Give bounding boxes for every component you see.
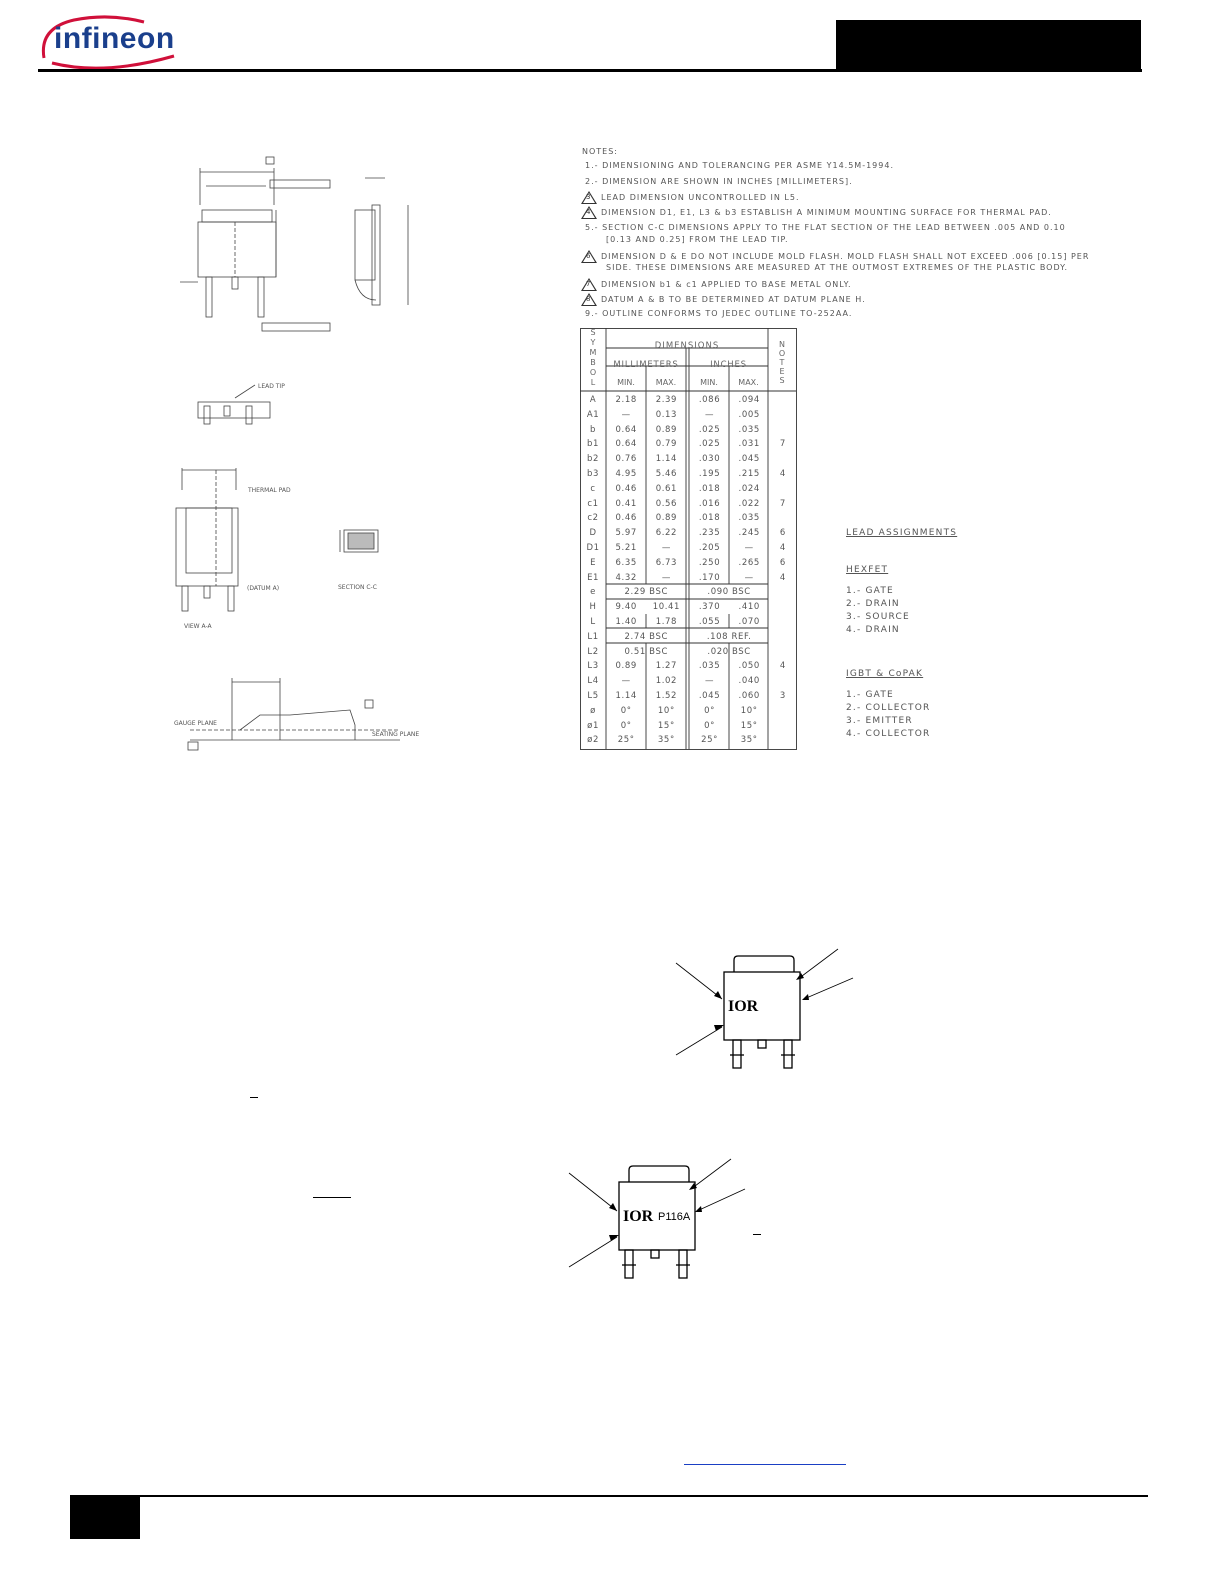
- note-item: 9.- OUTLINE CONFORMS TO JEDEC OUTLINE TO-252AA.: [585, 309, 853, 318]
- notes-column-header: N O T E S: [778, 340, 786, 385]
- note-item: SIDE. THESE DIMENSIONS ARE MEASURED AT THE OUTMOST EXTREMES OF THE PLASTIC BODY.: [606, 263, 1068, 272]
- table-cell: c1: [587, 498, 599, 509]
- table-cell: .235: [698, 528, 721, 539]
- igbt-list: [846, 689, 931, 741]
- table-cell: .018: [698, 483, 721, 494]
- underline-mark: [313, 1197, 351, 1198]
- table-cell: D1: [586, 542, 600, 553]
- table-cell: b3: [587, 468, 600, 479]
- table-cell: .205: [698, 542, 721, 553]
- table-cell: .410: [738, 602, 760, 613]
- table-cell: 4: [779, 468, 786, 479]
- logo-text: infineon: [54, 22, 175, 55]
- table-cell: 4.32: [615, 572, 637, 583]
- table-cell: 0.89: [655, 513, 678, 524]
- table-cell: 0.64: [615, 424, 637, 435]
- list-item: 3.- EMITTER: [846, 716, 913, 726]
- table-cell: [769, 408, 797, 423]
- table-cell: 2.74 BSC: [624, 631, 668, 642]
- table-row: [580, 482, 797, 497]
- table-cell: 0.46: [615, 483, 637, 494]
- table-cell: [769, 600, 797, 615]
- table-cell: .086: [698, 395, 721, 405]
- note-item: 2.- DIMENSION ARE SHOWN IN INCHES [MILLIMETERS].: [585, 177, 853, 186]
- table-cell: .016: [698, 498, 721, 509]
- table-cell: .060: [738, 690, 760, 701]
- table-cell: 10°: [657, 705, 675, 716]
- table-cell: L5: [587, 690, 599, 701]
- dash-mark: [250, 1097, 258, 1098]
- package-outline-drawing: [140, 150, 430, 765]
- table-cell: 0.56: [655, 498, 678, 509]
- table-cell: —: [704, 409, 715, 420]
- table-cell: .055: [698, 616, 721, 627]
- table-cell: 9.40: [615, 602, 637, 613]
- table-cell: 0.51 BSC: [624, 646, 668, 657]
- table-cell: —: [661, 572, 671, 583]
- table-cell: 1.52: [655, 690, 678, 701]
- list-item: 1.- GATE: [846, 690, 894, 700]
- table-cell: 1.40: [615, 616, 637, 627]
- table-cell: [769, 674, 797, 689]
- table-cell: .018: [698, 513, 721, 524]
- table-cell: 2.39: [655, 395, 678, 405]
- note-item: 8 DATUM A & B TO BE DETERMINED AT DATUM PLANE H.: [581, 293, 866, 306]
- hexfet-title: HEXFET: [846, 565, 889, 575]
- table-row: [580, 511, 797, 526]
- table-row: [580, 393, 797, 408]
- table-cell: 0.13: [655, 409, 678, 420]
- table-cell: E: [590, 557, 597, 568]
- table-cell: L: [590, 616, 596, 627]
- view-aa-label: VIEW A-A: [184, 623, 212, 630]
- table-cell: 5.46: [655, 468, 678, 479]
- table-cell: 15°: [740, 720, 758, 731]
- notes-heading: NOTES:: [582, 147, 618, 156]
- table-cell: 4: [779, 572, 786, 583]
- table-cell: .031: [738, 439, 760, 450]
- table-cell: 0.46: [615, 513, 637, 524]
- table-cell: 6.35: [615, 557, 637, 568]
- table-cell: 0°: [704, 720, 715, 731]
- table-cell: .022: [738, 498, 760, 509]
- dimensions-table: [580, 393, 797, 748]
- part-code: P116A: [658, 1211, 691, 1223]
- table-cell: 0.76: [615, 454, 637, 465]
- table-row: [580, 704, 797, 719]
- table-cell: [769, 630, 797, 645]
- table-cell: .108 REF.: [706, 631, 752, 642]
- dash-mark: [753, 1234, 761, 1235]
- table-cell: .005: [738, 409, 760, 420]
- warning-triangle-icon: 4: [581, 206, 597, 219]
- gauge-plane-label: GAUGE PLANE: [174, 720, 217, 727]
- table-cell: —: [744, 542, 754, 553]
- table-cell: .045: [698, 690, 721, 701]
- table-cell: .035: [738, 513, 760, 524]
- table-row: [580, 630, 797, 645]
- table-cell: 35°: [657, 735, 675, 746]
- table-cell: .094: [738, 395, 760, 405]
- table-cell: 4: [779, 542, 786, 553]
- table-cell: 5.21: [615, 542, 637, 553]
- table-cell: .040: [738, 676, 760, 687]
- ior-logo: IOR: [623, 1208, 654, 1225]
- table-row: [580, 408, 797, 423]
- table-cell: .025: [698, 439, 721, 450]
- thermal-pad-label: THERMAL PAD: [248, 487, 291, 494]
- table-cell: 1.78: [655, 616, 678, 627]
- table-cell: 0°: [620, 705, 632, 716]
- table-cell: H: [589, 602, 597, 613]
- table-cell: 6: [779, 528, 786, 539]
- note-item: [0.13 AND 0.25] FROM THE LEAD TIP.: [606, 235, 789, 244]
- igbt-title: IGBT & CoPAK: [846, 669, 924, 679]
- link-underline[interactable]: [684, 1464, 846, 1465]
- table-cell: 2.29 BSC: [624, 587, 668, 598]
- in-min-header: MIN.: [700, 378, 718, 387]
- table-cell: 10°: [740, 705, 758, 716]
- table-row: [580, 556, 797, 571]
- table-cell: 4: [779, 661, 786, 672]
- table-row: [580, 571, 797, 586]
- table-cell: e: [590, 587, 596, 598]
- table-cell: 1.02: [655, 676, 678, 687]
- table-cell: .170: [698, 572, 721, 583]
- table-cell: 0.61: [655, 483, 678, 494]
- table-cell: 0.64: [615, 439, 637, 450]
- table-cell: .090 BSC: [707, 587, 751, 598]
- table-row: [580, 526, 797, 541]
- table-cell: L3: [587, 661, 599, 672]
- table-cell: 4.95: [615, 468, 637, 479]
- hexfet-list: [846, 585, 910, 637]
- datum-a-label: (DATUM A): [247, 585, 280, 592]
- table-cell: [769, 645, 797, 660]
- warning-triangle-icon: 7: [581, 278, 597, 291]
- table-cell: E1: [587, 572, 600, 583]
- table-row: [580, 689, 797, 704]
- note-item: 3 LEAD DIMENSION UNCONTROLLED IN L5.: [581, 191, 800, 204]
- lead-tip-label: LEAD TIP: [258, 383, 285, 390]
- table-cell: 6.73: [655, 557, 678, 568]
- dimensions-header: DIMENSIONS: [654, 341, 720, 351]
- table-cell: [769, 452, 797, 467]
- footer-page-box: [70, 1497, 140, 1539]
- table-cell: 25°: [701, 735, 718, 746]
- table-cell: [769, 615, 797, 630]
- inches-header: INCHES: [710, 360, 747, 370]
- table-row: [580, 733, 797, 748]
- mm-min-header: MIN.: [617, 378, 635, 387]
- table-cell: 15°: [657, 720, 675, 731]
- note-item: 5.- SECTION C-C DIMENSIONS APPLY TO THE FLAT SECTION OF THE LEAD BETWEEN .005 AND 0.10: [585, 223, 1066, 232]
- table-cell: [769, 704, 797, 719]
- table-cell: .370: [698, 602, 721, 613]
- table-cell: 35°: [740, 735, 758, 746]
- list-item: 4.- COLLECTOR: [846, 729, 931, 739]
- header-black-box: [836, 20, 1141, 71]
- table-cell: .020 BSC: [707, 646, 751, 657]
- table-cell: 0.41: [615, 498, 637, 509]
- table-cell: [769, 393, 797, 408]
- in-max-header: MAX.: [738, 378, 759, 387]
- table-row: [580, 467, 797, 482]
- table-cell: b2: [587, 454, 600, 465]
- section-cc-label: SECTION C-C: [338, 584, 377, 591]
- table-cell: .035: [698, 661, 721, 672]
- table-row: [580, 541, 797, 556]
- table-cell: —: [744, 572, 754, 583]
- table-cell: 0.79: [655, 439, 678, 450]
- table-cell: 3: [779, 690, 786, 701]
- warning-triangle-icon: 6: [581, 250, 597, 263]
- table-cell: [769, 423, 797, 438]
- table-cell: .030: [698, 454, 721, 465]
- table-cell: [769, 585, 797, 600]
- ior-logo: IOR: [728, 998, 759, 1015]
- table-cell: 0.89: [655, 424, 678, 435]
- list-item: 2.- DRAIN: [846, 599, 900, 609]
- table-cell: [769, 719, 797, 734]
- table-cell: c2: [587, 513, 599, 524]
- table-cell: ø2: [587, 735, 599, 746]
- warning-triangle-icon: 3: [581, 191, 597, 204]
- footer-rule: [70, 1495, 1148, 1497]
- part-marking-example-2: [565, 1155, 755, 1285]
- list-item: 3.- SOURCE: [846, 612, 910, 622]
- table-cell: L4: [587, 676, 599, 687]
- table-cell: —: [704, 676, 715, 687]
- table-cell: .265: [738, 557, 760, 568]
- table-cell: 0°: [620, 720, 632, 731]
- table-cell: .035: [738, 424, 760, 435]
- table-cell: 25°: [617, 735, 635, 746]
- table-cell: [769, 511, 797, 526]
- table-row: [580, 437, 797, 452]
- table-cell: L1: [587, 631, 599, 642]
- table-cell: D: [589, 528, 597, 539]
- table-cell: .050: [738, 661, 760, 672]
- note-item: 4 DIMENSION D1, E1, L3 & b3 ESTABLISH A MINIMUM MOUNTING SURFACE FOR THERMAL PAD.: [581, 206, 1052, 219]
- table-cell: ø: [590, 705, 596, 716]
- note-item: 6 DIMENSION D & E DO NOT INCLUDE MOLD FLASH. MOLD FLASH SHALL NOT EXCEED .006 [0.15] PER: [581, 250, 1089, 263]
- table-cell: 1.27: [655, 661, 678, 672]
- table-cell: [769, 482, 797, 497]
- note-item: 7 DIMENSION b1 & c1 APPLIED TO BASE METAL ONLY.: [581, 278, 851, 291]
- table-row: [580, 423, 797, 438]
- table-cell: 5.97: [615, 528, 637, 539]
- table-cell: 1.14: [655, 454, 678, 465]
- table-cell: .245: [738, 528, 760, 539]
- list-item: 2.- COLLECTOR: [846, 703, 931, 713]
- table-cell: 0°: [704, 705, 715, 716]
- table-cell: b: [590, 424, 597, 435]
- table-cell: —: [621, 409, 631, 420]
- table-cell: 6: [779, 557, 786, 568]
- table-cell: ø1: [587, 720, 599, 731]
- table-row: [580, 719, 797, 734]
- table-cell: .195: [698, 468, 721, 479]
- table-cell: 1.14: [615, 690, 637, 701]
- infineon-logo: [34, 8, 184, 72]
- table-cell: .025: [698, 424, 721, 435]
- seating-plane-label: SEATING PLANE: [372, 731, 420, 738]
- table-cell: —: [661, 542, 671, 553]
- table-row: [580, 659, 797, 674]
- table-cell: 0.89: [615, 661, 637, 672]
- table-cell: 10.41: [652, 602, 681, 613]
- mm-max-header: MAX.: [655, 378, 677, 387]
- symbol-header: S Y M B O L: [589, 328, 597, 387]
- table-cell: A1: [586, 409, 600, 420]
- list-item: 4.- DRAIN: [846, 625, 900, 635]
- table-cell: 6.22: [655, 528, 678, 539]
- table-cell: b1: [587, 439, 600, 450]
- table-row: [580, 645, 797, 660]
- table-cell: L2: [587, 646, 599, 657]
- note-item: 1.- DIMENSIONING AND TOLERANCING PER ASME Y14.5M-1994.: [585, 161, 894, 170]
- table-row: [580, 615, 797, 630]
- table-cell: .024: [738, 483, 760, 494]
- table-cell: 7: [779, 498, 786, 509]
- table-cell: .070: [738, 616, 760, 627]
- lead-assignments-title: LEAD ASSIGNMENTS: [846, 528, 958, 538]
- table-cell: —: [621, 676, 631, 687]
- part-marking-example-1: [670, 945, 860, 1075]
- list-item: 1.- GATE: [846, 586, 894, 596]
- millimeters-header: MILLIMETERS: [613, 360, 679, 370]
- table-cell: A: [589, 395, 597, 405]
- table-cell: [769, 733, 797, 748]
- table-cell: .215: [738, 468, 760, 479]
- table-cell: 2.18: [615, 395, 637, 405]
- warning-triangle-icon: 8: [581, 293, 597, 306]
- table-cell: 7: [779, 439, 786, 450]
- table-row: [580, 452, 797, 467]
- table-cell: .250: [698, 557, 721, 568]
- table-cell: c: [590, 483, 596, 494]
- table-row: [580, 674, 797, 689]
- table-row: [580, 497, 797, 512]
- table-cell: .045: [738, 454, 760, 465]
- table-row: [580, 585, 797, 600]
- table-row: [580, 600, 797, 615]
